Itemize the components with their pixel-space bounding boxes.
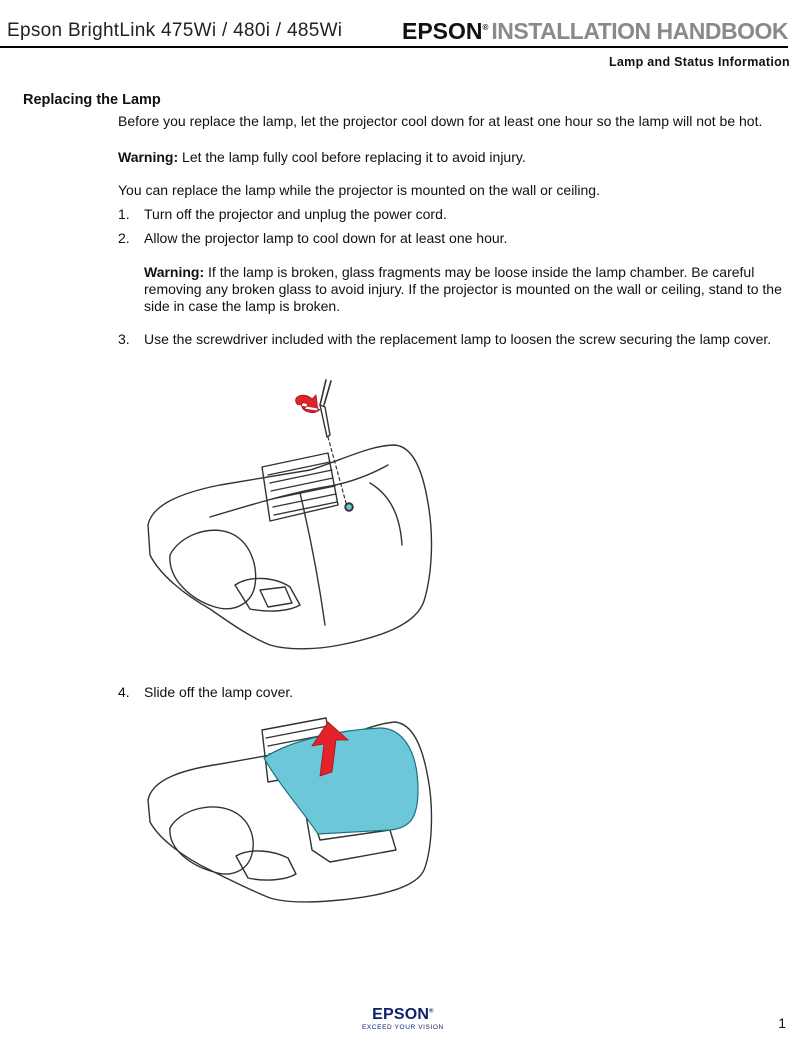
header-brand [402,18,788,45]
mount-note: You can replace the lamp while the projector is mounted on the wall or ceiling. [118,182,600,198]
step-number: 4. [118,684,130,700]
epson-logo-text: EPSON [401,18,483,44]
warning-text: Let the lamp fully cool before replacing it to avoid injury. [182,149,526,165]
step-text: Allow the projector lamp to cool down for at least one hour. [144,230,508,246]
warning-label: Warning: [118,149,179,165]
step-1 [118,206,788,223]
step-text: Slide off the lamp cover. [144,684,294,700]
warning-label: Warning: [144,264,205,280]
lamp-cover-removal-illustration [140,710,440,910]
document-title: Epson BrightLink 475Wi / 480i / 485Wi [7,20,343,41]
step-2 [118,230,788,247]
intro-paragraph: Before you replace the lamp, let the projector cool down for at least one hour so the lamp will not be hot. [118,113,763,129]
footer-brand: EPSON® [372,1006,434,1023]
step-4 [118,684,788,701]
step-text: Turn off the projector and unplug the power cord. [144,206,447,222]
projector-screwdriver-illustration [140,375,440,655]
handbook-title: INSTALLATION HANDBOOK [491,18,788,44]
page-number: 1 [778,1015,786,1031]
header-rule [0,46,788,48]
step-3 [118,331,788,348]
warning-paragraph [118,149,788,166]
step-number: 2. [118,230,130,246]
step-text: Use the screwdriver included with the replacement lamp to loosen the screw securing the lamp cover. [144,331,772,347]
warning-text: If the lamp is broken, glass fragments may be loose inside the lamp chamber. Be careful removing any broken glass to avoid injury. If the projector is mounted on the wall or ceiling, stand to the side in case the lamp is broken. [144,264,782,314]
section-label: Lamp and Status Information [608,55,790,69]
footer-tagline: EXCEED YOUR VISION [362,1024,444,1031]
section-heading: Replacing the Lamp [23,92,161,108]
step-number: 3. [118,331,130,347]
footer-logo [362,1006,444,1031]
step-2-warning [144,264,788,315]
step-number: 1. [118,206,130,222]
registered-mark: ® [482,23,489,32]
